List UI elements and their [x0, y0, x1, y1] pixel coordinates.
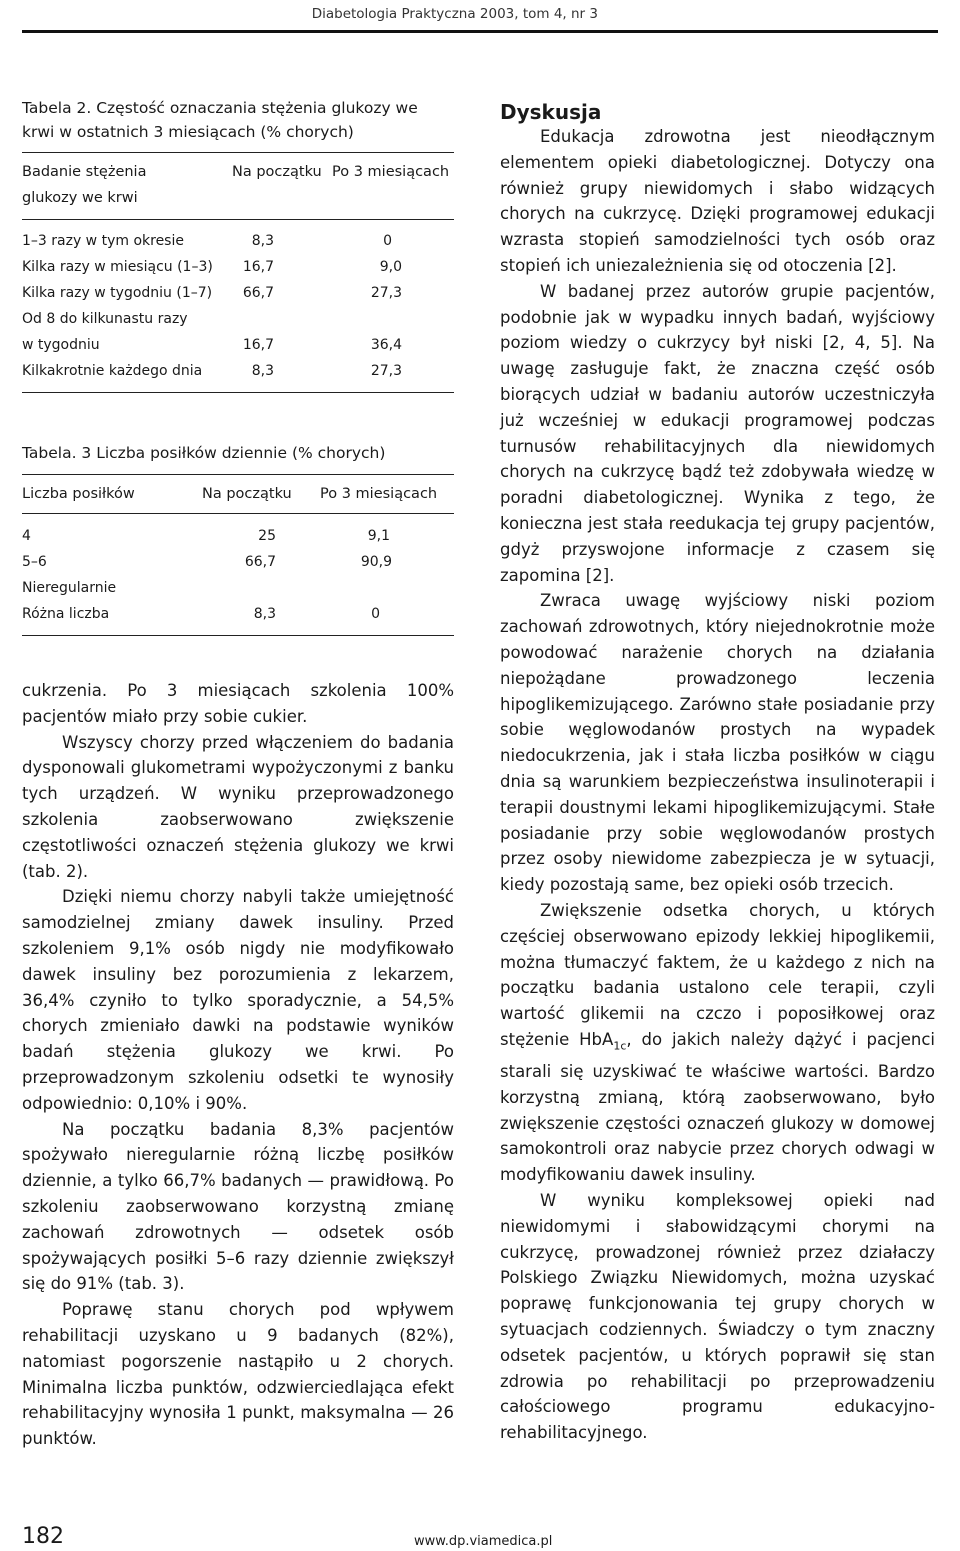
- table2-cell-start: 16,7: [242, 337, 274, 353]
- table2-cell-after: 27,3: [370, 363, 402, 379]
- table3-cell-after: 0: [371, 606, 380, 622]
- table2-cell-after: 9,0: [379, 259, 402, 275]
- table2-head-col2: Na początku: [232, 164, 322, 180]
- paragraph: W badanej przez autorów grupie pacjentów, podobnie jak w wypadku innych badań, wyjściowy poziom wiedzy o cukrzycy był niski [2, 4, 5]. Na uwagę zasługuje fakt, że znaczna część osób biorących udział w badaniu autorów uczestniczyła już wcześniej w edukacji programowej podczas turnusów rehabilitacyjnych dla niewidomych chorych na cukrzycę bądź też zdobywała wiedzę w poradni diabetologicznej. Wynika z tego, że konieczna jest stała reedukacja tej grupy pacjentów, gdyż przyswojone informacje z czasem się zapomina [2].: [500, 281, 935, 585]
- left-body-text: [22, 678, 454, 1452]
- table2-head-col1-line2: glukozy we krwi: [22, 190, 138, 206]
- table2-row: [22, 306, 454, 332]
- table3-cell-start: 8,3: [253, 606, 276, 622]
- table3-cell-label: Różna liczba: [22, 606, 110, 622]
- table2-header: [22, 153, 454, 213]
- table2-cell-start: 8,3: [251, 233, 274, 249]
- paragraph-text: , do jakich należy dążyć i pacjenci starali się uzyskiwać te właściwe wartości. Bardzo korzystną zmianą, którą zaobserwowano, było zwiększenie częstości oznaczeń glukozy w domowej samokontroli oraz nabycie przez chorych odwagi w modyfikowaniu dawek insuliny.: [500, 1029, 935, 1185]
- subscript: 1c: [613, 1039, 627, 1053]
- table3-mid-rule: [22, 513, 454, 514]
- table3-caption: Tabela. 3 Liczba posiłków dziennie (% chorych): [22, 444, 386, 462]
- table3-row: [22, 549, 454, 575]
- paragraph: Poprawę stanu chorych pod wpływem rehabilitacji uzyskano u 9 badanych (82%), natomiast pogorszenie nastąpiło u 2 chorych. Minimalna liczba punktów, odzwierciedlająca efekt rehabilitacyjny wynosiła 1 punkt, maksymalna — 26 punktów.: [22, 1300, 454, 1449]
- table3-header: [22, 475, 454, 509]
- paragraph: Dzięki niemu chorzy nabyli także umiejętność samodzielnej zmiany dawek insuliny. Przed szkoleniem 9,1% osób nigdy nie modyfikowało dawek insuliny bez porozumienia z lekarzem, 36,4% czyniło to tylko sporadycznie, a 54,5% chorych zmieniało dawki na podstawie wyników badań stężenia glukozy we krwi. Po przeprowadzonym szkoleniu odsetki te wynosiły odpowiednio: 0,10% i 90%.: [22, 887, 454, 1113]
- paragraph: Zwraca uwagę wyjściowy niski poziom zachowań zdrowotnych, który niejednokrotnie może powodować narażenie chorych na działania niepożądane prowadzonego leczenia hipoglikemizującego. Zarówno stałe posiadanie przy sobie węglowodanów prostych na wypadek niedocukrzenia, jak i stała liczba posiłków w ciągu dnia są warunkiem bezpieczeństwa insulinoterapii i terapii doustnymi lekami hipoglikemizującymi. Stałe posiadanie przy sobie węglowodanów prostych przez osoby niewidome zabezpiecza je w sytuacji, kiedy pozostają same, bez opieki osób trzecich.: [500, 591, 935, 895]
- table3-head-col3: Po 3 miesiącach: [320, 486, 438, 502]
- table2-cell-after: 27,3: [370, 285, 402, 301]
- table2-cell-label: Kilka razy w tygodniu (1–7): [22, 285, 213, 301]
- table2-cell-label: w tygodniu: [22, 337, 100, 353]
- table2-caption: Tabela 2. Częstość oznaczania stężenia glukozy we krwi w ostatnich 3 miesiącach (% chorych): [22, 99, 418, 141]
- table2-row: [22, 358, 454, 384]
- table3-bottom-rule: [22, 635, 454, 636]
- page-number: 182: [22, 1524, 64, 1549]
- table2-cell-after: 36,4: [370, 337, 402, 353]
- paragraph: cukrzenia. Po 3 miesiącach szkolenia 100% pacjentów miało przy sobie cukier.: [22, 681, 454, 726]
- header-rule: [22, 30, 938, 33]
- table3-cell-label: 4: [22, 528, 31, 544]
- table3-cell-label: Nieregularnie: [22, 580, 117, 596]
- table2-row: [22, 280, 454, 306]
- table3-row: [22, 523, 454, 549]
- paragraph: Edukacja zdrowotna jest nieodłącznym elementem opieki diabetologicznej. Dotyczy ona również grupy niewidomych i słabo widzących chorych na cukrzycę. Dzięki programowej edukacji wzrasta stopień samodzielności tych osób oraz stopień ich uniezależnienia się od otoczenia [2].: [500, 127, 935, 275]
- table2-cell-start: 66,7: [242, 285, 274, 301]
- table2-cell-label: 1–3 razy w tym okresie: [22, 233, 184, 249]
- section-heading: Dyskusja: [500, 100, 602, 124]
- table2-cell-label: Kilka razy w miesiącu (1–3): [22, 259, 213, 275]
- table2-cell-start: 8,3: [251, 363, 274, 379]
- left-column: [22, 96, 454, 1452]
- running-header: Diabetologia Praktyczna 2003, tom 4, nr 3: [311, 6, 598, 22]
- table2-cell-start: 16,7: [242, 259, 274, 275]
- table2-row: [22, 332, 454, 358]
- table3-head-col1: Liczba posiłków: [22, 486, 135, 502]
- paragraph: [500, 898, 935, 1188]
- table2-cell-after: 0: [383, 233, 392, 249]
- right-column: [500, 100, 935, 1446]
- table3-cell-start: 66,7: [244, 554, 276, 570]
- paragraph: Na początku badania 8,3% pacjentów spożywało nieregularnie różną liczbę posiłków dziennie, a tylko 66,7% badanych — prawidłową. Po szkoleniu zaobserwowano korzystną zmianę zachowań zdrowotnych — odsetek osób spożywających posiłki 5–6 razy dziennie zwiększył się do 91% (tab. 3).: [22, 1119, 454, 1294]
- table2-row: [22, 228, 454, 254]
- paragraph: W wyniku kompleksowej opieki nad niewidomymi i słabowidzącymi chorymi na cukrzycę, prowadzonej również przez działaczy Polskiego Związku Niewidomych, można uzyskać poprawę funkcjonowania tej grupy chorych w sytuacjach codziennych. Świadczy o tym znaczny odsetek pacjentów, u których poprawił się stan zdrowia po rehabilitacji po przeprowadzeniu całościowego programu edukacyjno-rehabilitacyjnego.: [500, 1190, 935, 1443]
- table3-cell-label: 5–6: [22, 554, 47, 570]
- table3-row: [22, 575, 454, 601]
- table3-cell-after: 90,9: [360, 554, 392, 570]
- table2-bottom-rule: [22, 392, 454, 393]
- paragraph-text: Zwiększenie odsetka chorych, u których częściej obserwowano epizody lekkiej hipoglikemii, można tłumaczyć faktem, że u każdego z nich na początku badania ustalono cele terapii, czyli wartość glikemii na czczo i poposiłkowej oraz stężenie HbA: [500, 900, 935, 1049]
- table3-head-col2: Na początku: [202, 486, 292, 502]
- table3-row: [22, 601, 454, 627]
- table2-cell-label: Kilkakrotnie każdego dnia: [22, 363, 203, 379]
- table2-head-col1-line1: Badanie stężenia: [22, 164, 147, 180]
- table2-head-col3: Po 3 miesiącach: [332, 164, 450, 180]
- paragraph: Wszyscy chorzy przed włączeniem do badania dysponowali glukometrami wypożyczonymi z banku tych urządzeń. W wyniku przeprowadzonego szkolenia zaobserwowano zwiększenie częstotliwości oznaczeń stężenia glukozy we krwi (tab. 2).: [22, 732, 454, 881]
- table3-cell-start: 25: [258, 528, 276, 544]
- table2-row: [22, 254, 454, 280]
- table2-mid-rule: [22, 219, 454, 220]
- table2-cell-label: Od 8 do kilkunastu razy: [22, 311, 188, 327]
- footer-url: www.dp.viamedica.pl: [414, 1534, 553, 1549]
- table3-cell-after: 9,1: [367, 528, 390, 544]
